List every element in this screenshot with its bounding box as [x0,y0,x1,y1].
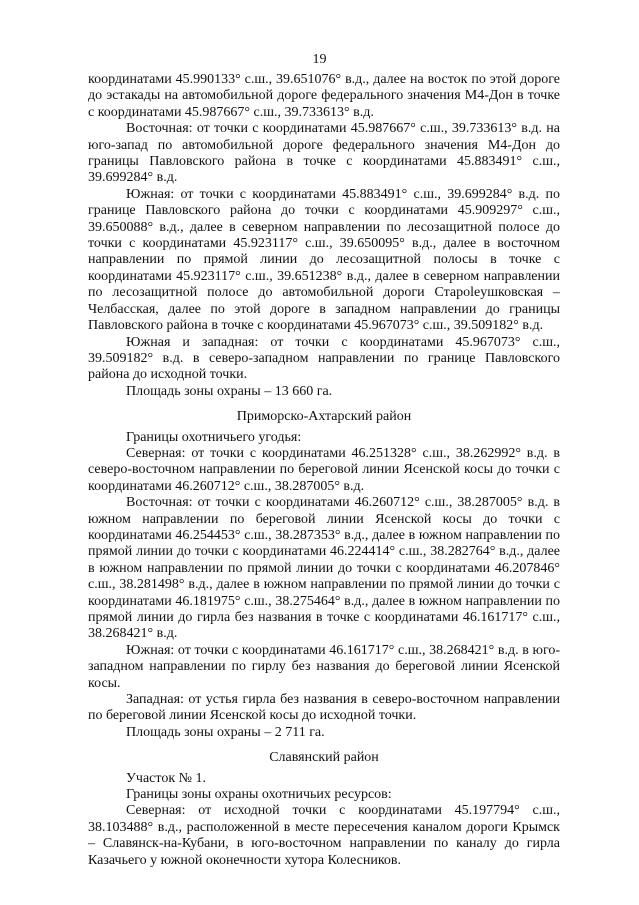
section-heading-slavyansky: Славянский район [269,750,379,766]
paragraph-plot-number: Участок № 1. [126,770,206,786]
paragraph-north-boundary: Северная: от точки с координатами 46.251328° с.ш., 38.262992° в.д. в северо-восточном направлении по береговой линии Ясенской косы до точки с координатами 46.260712° с.ш., 38.287005° в.д. [88,445,560,494]
paragraph-south-boundary: Южная: от точки с координатами 45.883491° с.ш., 39.699284° в.д. по границе Павловского района до точки с координатами 45.909297° с.ш., 39.650088° в.д., далее в северном направлении по лесозащитной полосе до точки с координатами 45.923117° с.ш., 39.650095° в.д., далее в восточном направлении по прямой линии до лесозащитной полосы в точке с координатами 45.923117° с.ш., 39.651238° в.д., далее в северном направлении по лесозащитной полосе до автомобильной дороги Староleушковская – Челбасская, далее по этой дороге в западном направлении до границы Павловского района в точке с координатами 45.967073° с.ш., 39.509182° в.д. [88,186,560,334]
paragraph-coordinates-continuation: координатами 45.990133° с.ш., 39.651076° в.д., далее на восток по этой дороге до эстакады на автомобильной дороге федерального значения М4-Дон в точке с координатами 45.987667° с.ш., 39.733613° в.д. [88,72,560,120]
paragraph-south-boundary-2: Южная: от точки с координатами 46.161717° с.ш., 38.268421° в.д. в юго-западном направлении по гирлу без названия до береговой линии Ясенской косы. [88,642,560,691]
paragraph-west-boundary: Западная: от устья гирла без названия в северо-восточном направлении по береговой линии Ясенской косы до исходной точки. [88,692,560,724]
paragraph-east-boundary: Восточная: от точки с координатами 45.987667° с.ш., 39.733613° в.д. на юго-запад по автомобильной дороге федерального значения М4-Дон до границы Павловского района в точке с координатами 45.883491° с.ш., 39.699284° в.д. [88,121,560,186]
section-heading-primorsko-akhtarsky: Приморско-Ахтарский район [236,409,412,425]
page-number: 19 [312,52,327,67]
paragraph-area-2: Площадь зоны охраны – 2 711 га. [126,724,325,740]
paragraph-east-boundary-2: Восточная: от точки с координатами 46.260712° с.ш., 38.287005° в.д. в южном направлении по береговой линии Ясенской косы до точки с координатами 46.254453° с.ш., 38.287353° в.д., далее в южном направлении по прямой линии до точки с координатами 46.224414° с.ш., 38.282764° в.д., далее в южном направлении по прямой линии до точки с координатами 46.207846° с.ш., 38.281498° в.д., далее в южном направлении по прямой линии до точки с координатами 46.181975° с.ш., 38.275464° в.д., далее в южном направлении по прямой линии до гирла без названия в точке с координатами 46.161717° с.ш., 38.268421° в.д. [88,495,560,642]
paragraph-north-boundary-2: Северная: от исходной точки с координатами 45.197794° с.ш., 38.103488° в.д., расположенной в месте пересечения каналом дороги Крымск – Славянск-на-Кубани, в юго-восточном направлении по каналу до гирла Казачьего у южной оконечности хутора Колесников. [88,803,560,868]
paragraph-area: Площадь зоны охраны – 13 660 га. [126,383,333,399]
paragraph-south-west-boundary: Южная и западная: от точки с координатами 45.967073° с.ш., 39.509182° в.д. в северо-западном направлении по границе Павловского района до исходной точки. [88,334,560,383]
document-body [88,72,560,869]
paragraph-borders-title: Границы охотничьего угодья: [126,429,302,445]
paragraph-borders-title-2: Границы зоны охраны охотничьих ресурсов: [126,787,392,803]
